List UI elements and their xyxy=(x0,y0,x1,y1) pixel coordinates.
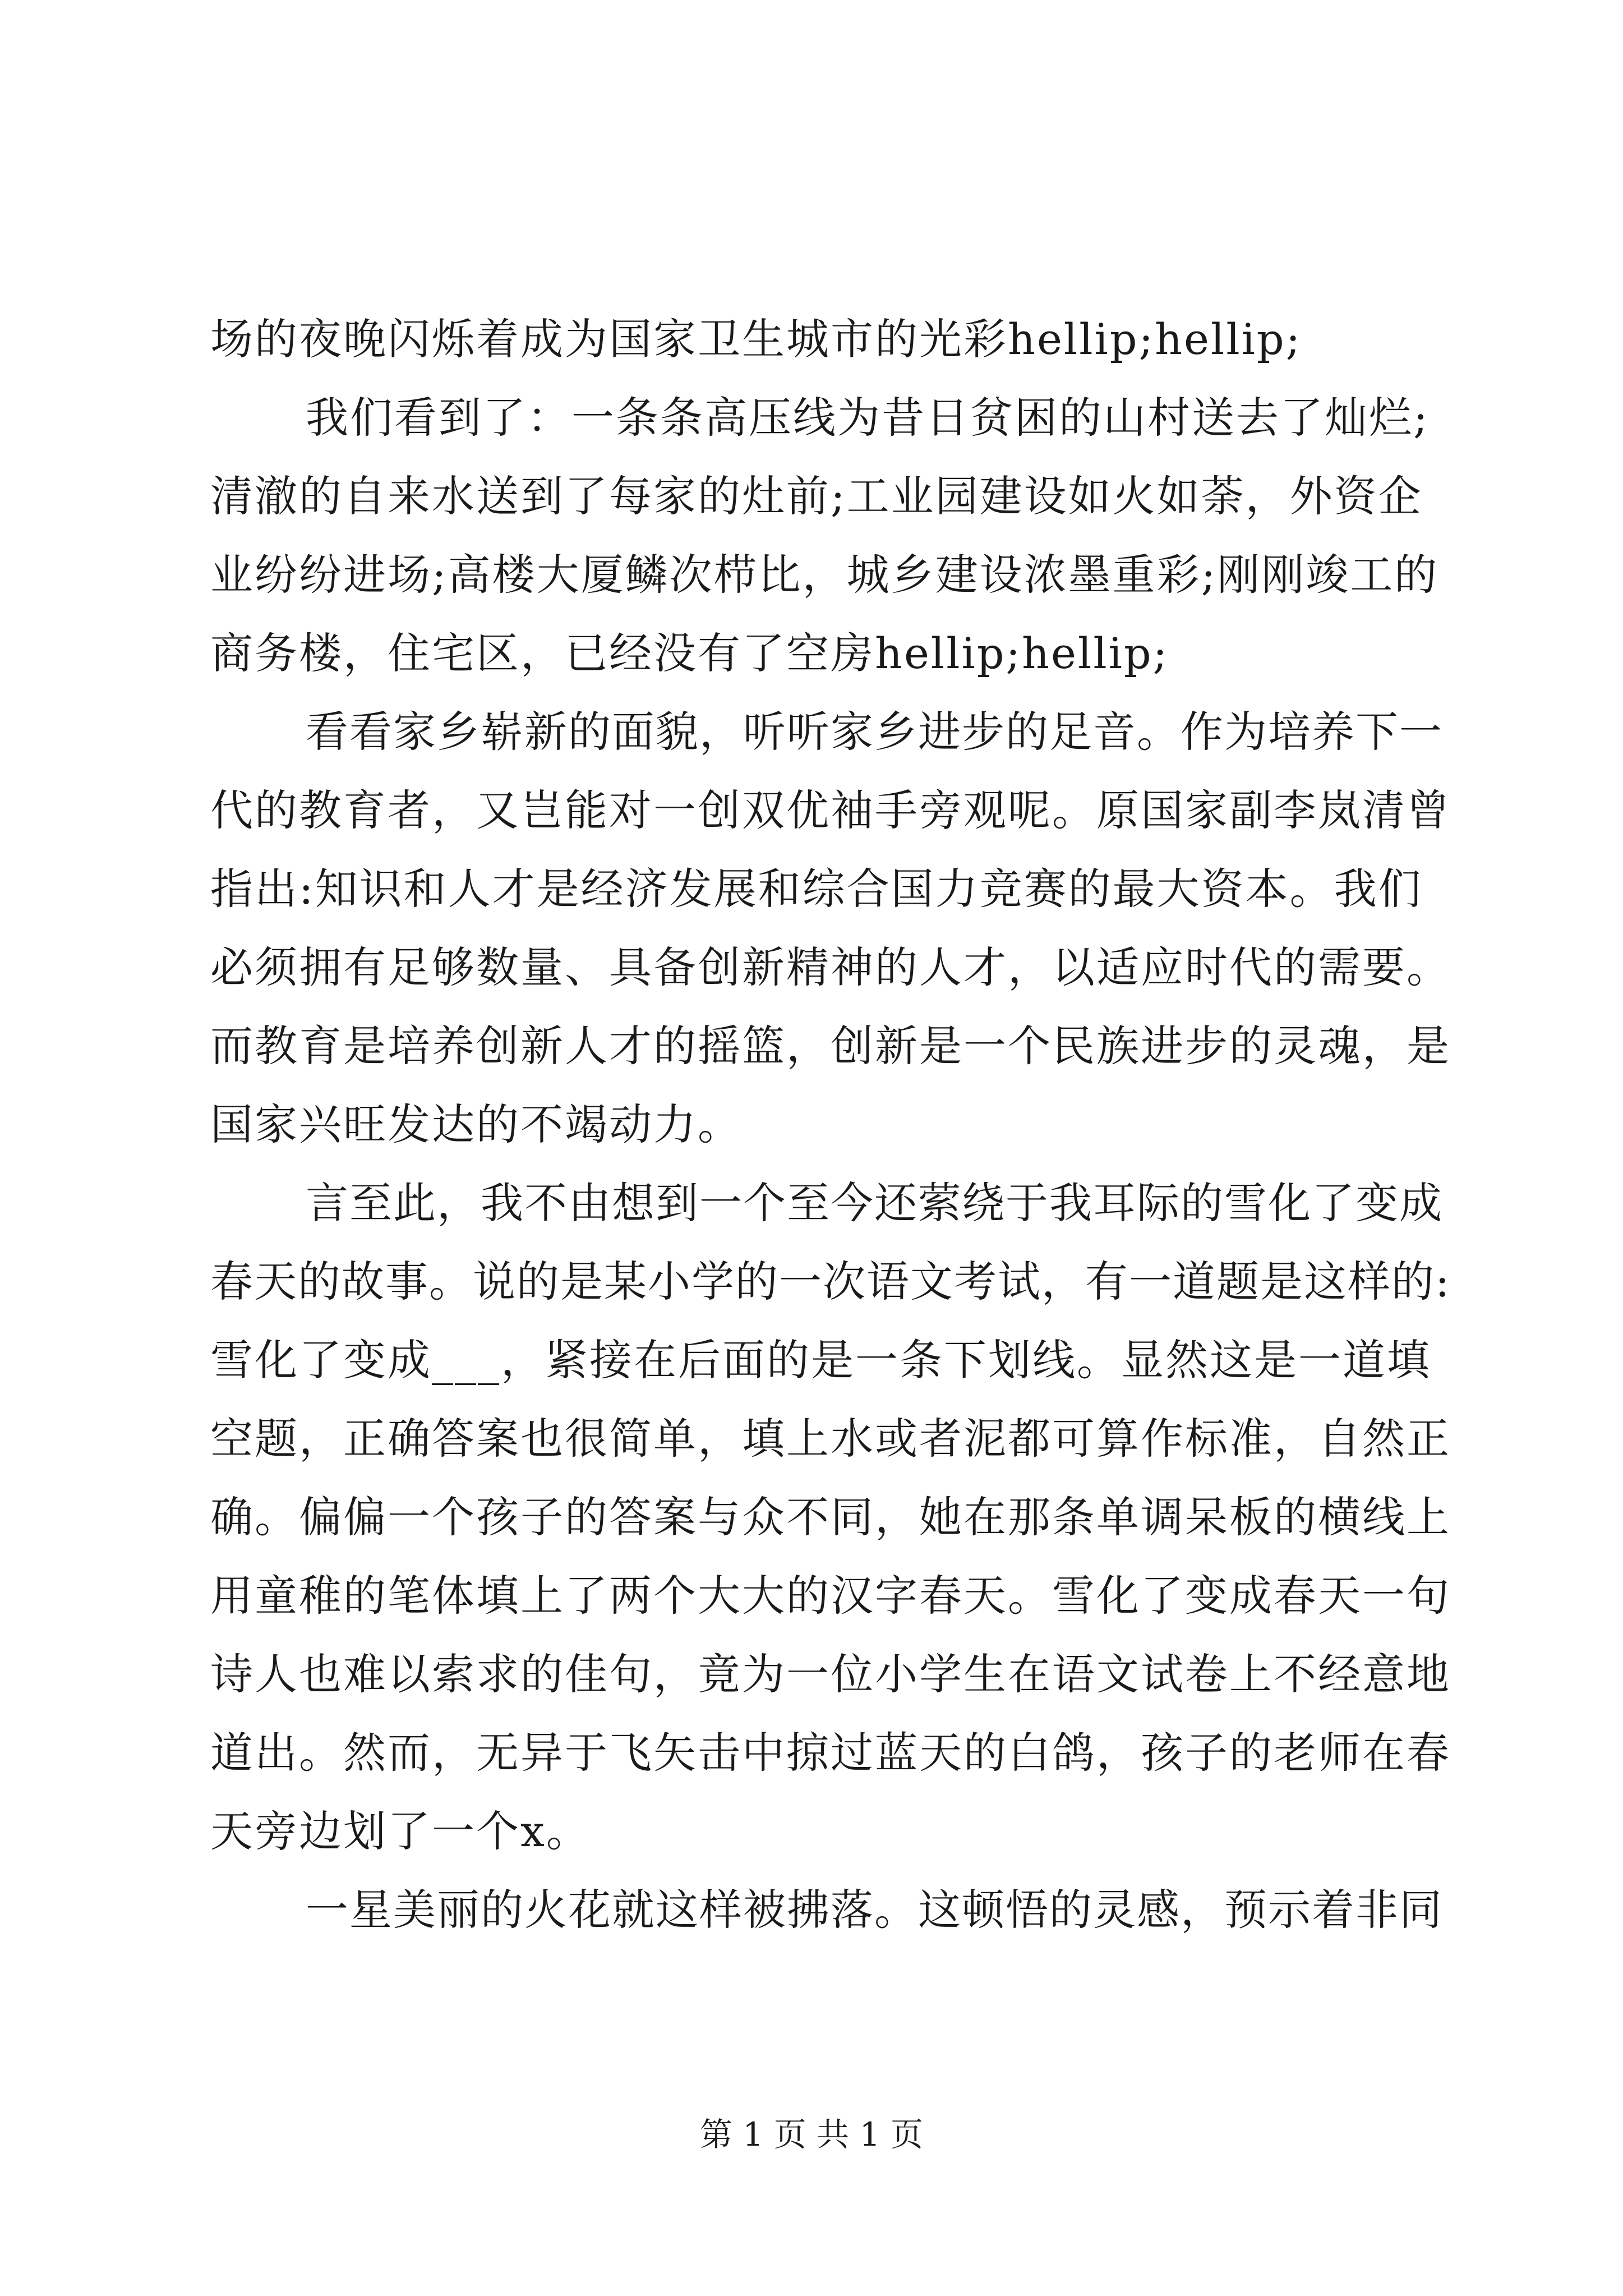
text-line: 用童稚的笔体填上了两个大大的汉字春天。雪化了变成春天一句 xyxy=(210,1571,1451,1621)
text-line: 清澈的自来水送到了每家的灶前;工业园建设如火如荼，外资企 xyxy=(210,471,1423,521)
text-line: 场的夜晚闪烁着成为国家卫生城市的光彩hellip;hellip; xyxy=(210,314,1302,364)
text-line: 空题，正确答案也很简单，填上水或者泥都可算作标准，自然正 xyxy=(210,1414,1451,1464)
text-line: 雪化了变成___，紧接在后面的是一条下划线。显然这是一道填 xyxy=(210,1335,1431,1385)
text-line: 业纷纷进场;高楼大厦鳞次栉比，城乡建设浓墨重彩;刚刚竣工的 xyxy=(210,550,1439,600)
text-line: 诗人也难以索求的佳句，竟为一位小学生在语文试卷上不经意地 xyxy=(210,1649,1451,1699)
text-line: 春天的故事。说的是某小学的一次语文考试，有一道题是这样的: xyxy=(210,1257,1451,1306)
page-footer xyxy=(0,2112,1623,2157)
text-line: 国家兴旺发达的不竭动力。 xyxy=(210,1099,742,1149)
paragraph-first-line: 看看家乡崭新的面貌，听听家乡进步的足音。作为培养下一 xyxy=(306,707,1443,757)
text-line: 指出:知识和人才是经济发展和综合国力竞赛的最大资本。我们 xyxy=(210,864,1423,914)
paragraph-first-line: 一星美丽的火花就这样被拂落。这顿悟的灵感，预示着非同 xyxy=(306,1885,1443,1935)
text-line: 而教育是培养创新人才的摇篮，创新是一个民族进步的灵魂，是 xyxy=(210,1021,1451,1071)
paragraph-first-line: 我们看到了：一条条高压线为昔日贫困的山村送去了灿烂; xyxy=(306,393,1430,443)
text-line: 道出。然而，无异于飞矢击中掠过蓝天的白鸽，孩子的老师在春 xyxy=(210,1728,1451,1778)
text-line: 天旁边划了一个x。 xyxy=(210,1806,591,1856)
page-number-label: 第 1 页 共 1 页 xyxy=(700,2115,923,2154)
text-line: 必须拥有足够数量、具备创新精神的人才，以适应时代的需要。 xyxy=(210,942,1451,992)
text-line: 代的教育者，又岂能对一创双优袖手旁观呢。原国家副李岚清曾 xyxy=(210,785,1451,835)
paragraph-first-line: 言至此，我不由想到一个至今还萦绕于我耳际的雪化了变成 xyxy=(306,1178,1443,1228)
text-line: 确。偏偏一个孩子的答案与众不同，她在那条单调呆板的横线上 xyxy=(210,1492,1451,1542)
text-line: 商务楼，住宅区，已经没有了空房hellip;hellip; xyxy=(210,628,1169,678)
